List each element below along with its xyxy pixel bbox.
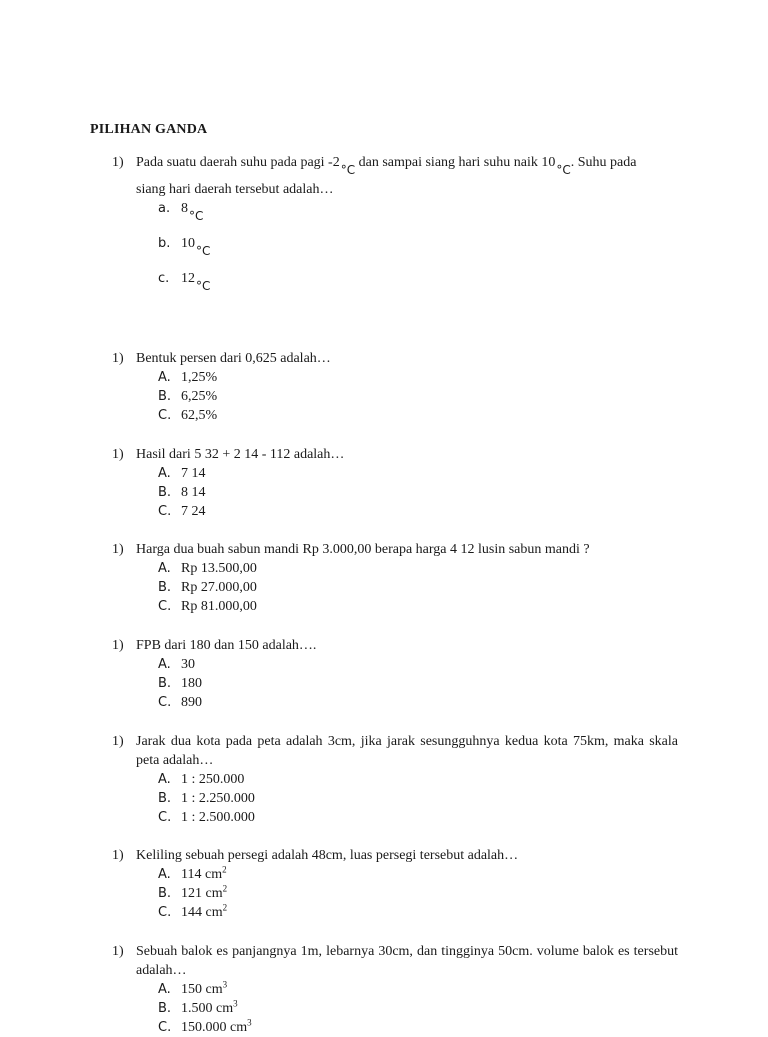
option-letter: B. — [158, 485, 172, 500]
option-letter: C. — [158, 599, 172, 614]
option-c — [158, 502, 678, 521]
option-a — [158, 770, 678, 789]
option-letter: B. — [158, 886, 172, 901]
question-8 — [112, 942, 678, 1037]
question-number: 1) — [112, 447, 124, 462]
option-text: 180 — [181, 676, 202, 691]
option-letter: B. — [158, 791, 172, 806]
option-text — [181, 884, 227, 903]
option-a — [158, 865, 678, 884]
option-c — [158, 406, 678, 425]
exponent: 3 — [233, 998, 238, 1009]
celsius-unit: °C — [196, 279, 211, 293]
celsius-unit: °C — [340, 163, 356, 177]
q1-text-c: . Suhu pada — [570, 155, 637, 170]
options-list — [158, 199, 678, 304]
option-text: 1 : 2.500.000 — [181, 810, 255, 825]
option-letter: C. — [158, 810, 172, 825]
option-a — [158, 368, 678, 387]
question-number: 1) — [112, 638, 124, 653]
option-letter: A. — [158, 370, 171, 385]
option-a — [158, 655, 678, 674]
option-b — [158, 884, 678, 903]
celsius-unit: °C — [189, 209, 204, 223]
option-letter: A. — [158, 982, 171, 997]
exponent: 2 — [222, 883, 228, 894]
option-letter: A. — [158, 772, 171, 787]
option-letter: B. — [158, 389, 172, 404]
question-number: 1) — [112, 848, 124, 863]
option-value: 144 cm — [181, 905, 223, 920]
option-letter: C. — [158, 905, 172, 920]
question-text: Harga dua buah sabun mandi Rp 3.000,00 berapa harga 4 12 lusin sabun mandi ? — [136, 542, 590, 557]
exponent: 3 — [247, 1017, 252, 1028]
option-text: 7 24 — [181, 504, 206, 519]
option-a — [158, 980, 678, 999]
option-b — [158, 483, 678, 502]
celsius-unit: °C — [196, 244, 211, 258]
option-c — [158, 597, 678, 616]
option-b — [158, 234, 678, 269]
question-6 — [112, 732, 678, 827]
options-list — [158, 770, 678, 827]
option-letter: A. — [158, 466, 171, 481]
question-text — [136, 153, 678, 177]
option-text — [181, 980, 227, 999]
option-a — [158, 464, 678, 483]
option-text: 62,5% — [181, 408, 218, 423]
question-3 — [112, 445, 678, 521]
option-b — [158, 387, 678, 406]
option-letter: C. — [158, 695, 172, 710]
option-letter: A. — [158, 867, 171, 882]
option-text: Rp 27.000,00 — [181, 580, 257, 595]
option-letter: A. — [158, 657, 171, 672]
question-number: 1) — [112, 351, 124, 366]
question-4 — [112, 540, 678, 616]
option-text — [181, 865, 227, 884]
option-c — [158, 903, 678, 922]
option-letter: B. — [158, 676, 172, 691]
option-text: 8 14 — [181, 485, 206, 500]
option-a — [158, 199, 678, 234]
option-letter: B. — [158, 1001, 172, 1016]
option-value: 121 cm — [181, 886, 223, 901]
option-value: 12 — [181, 271, 195, 286]
question-2 — [112, 349, 678, 425]
option-text: 890 — [181, 695, 202, 710]
option-a — [158, 559, 678, 578]
question-text-line2: siang hari daerah tersebut adalah… — [136, 182, 334, 197]
option-value: 1.500 cm — [181, 1001, 234, 1016]
option-text: 1 : 250.000 — [181, 772, 245, 787]
option-letter: b. — [158, 236, 171, 251]
option-c — [158, 808, 678, 827]
option-text — [181, 999, 238, 1018]
question-text: FPB dari 180 dan 150 adalah…. — [136, 638, 317, 653]
option-c — [158, 693, 678, 712]
question-number: 1) — [112, 542, 124, 557]
question-text: Keliling sebuah persegi adalah 48cm, luas persegi tersebut adalah… — [136, 848, 519, 863]
option-value: 10 — [181, 236, 195, 251]
question-text: Sebuah balok es panjangnya 1m, lebarnya 30cm, dan tingginya 50cm. volume balok es tersebut adalah… — [136, 944, 678, 978]
question-5 — [112, 636, 678, 712]
option-text: 30 — [181, 657, 195, 672]
option-text — [181, 1018, 252, 1037]
exponent: 2 — [222, 902, 228, 913]
option-b — [158, 789, 678, 808]
option-letter: C. — [158, 408, 172, 423]
option-letter: C. — [158, 1020, 172, 1035]
exponent: 3 — [222, 979, 228, 990]
option-value: 114 cm — [181, 867, 223, 882]
option-letter: a. — [158, 201, 171, 216]
option-b — [158, 999, 678, 1018]
question-text: Hasil dari 5 32 + 2 14 - 112 adalah… — [136, 447, 345, 462]
options-list — [158, 980, 678, 1037]
question-number: 1) — [112, 155, 124, 170]
option-text: 1,25% — [181, 370, 218, 385]
option-value: 150 cm — [181, 982, 223, 997]
q1-text-b: dan sampai siang hari suhu naik 10 — [355, 155, 556, 170]
option-letter: B. — [158, 580, 172, 595]
option-b — [158, 578, 678, 597]
option-value: 8 — [181, 201, 188, 216]
question-1 — [112, 153, 678, 304]
question-number: 1) — [112, 734, 124, 749]
q1-text-a: Pada suatu daerah suhu pada pagi -2 — [136, 155, 340, 170]
option-text: Rp 13.500,00 — [181, 561, 257, 576]
options-list — [158, 865, 678, 922]
option-text: 1 : 2.250.000 — [181, 791, 255, 806]
option-letter: C. — [158, 504, 172, 519]
question-text: Jarak dua kota pada peta adalah 3cm, jika jarak sesungguhnya kedua kota 75km, maka skala peta adalah… — [136, 734, 678, 768]
option-c — [158, 1018, 678, 1037]
exponent: 2 — [222, 864, 227, 875]
option-text: 7 14 — [181, 466, 206, 481]
option-letter: A. — [158, 561, 171, 576]
question-text: Bentuk persen dari 0,625 adalah… — [136, 351, 331, 366]
option-b — [158, 674, 678, 693]
question-7 — [112, 846, 678, 922]
options-list — [158, 368, 678, 425]
option-value: 150.000 cm — [181, 1020, 248, 1035]
option-text — [181, 903, 227, 922]
options-list — [158, 464, 678, 521]
options-list — [158, 655, 678, 712]
question-number: 1) — [112, 944, 124, 959]
celsius-unit: °C — [556, 163, 571, 177]
options-list — [158, 559, 678, 616]
option-letter: c. — [158, 271, 170, 286]
option-c — [158, 269, 678, 304]
page-title: PILIHAN GANDA — [90, 122, 208, 137]
option-text: 6,25% — [181, 389, 218, 404]
option-text: Rp 81.000,00 — [181, 599, 257, 614]
